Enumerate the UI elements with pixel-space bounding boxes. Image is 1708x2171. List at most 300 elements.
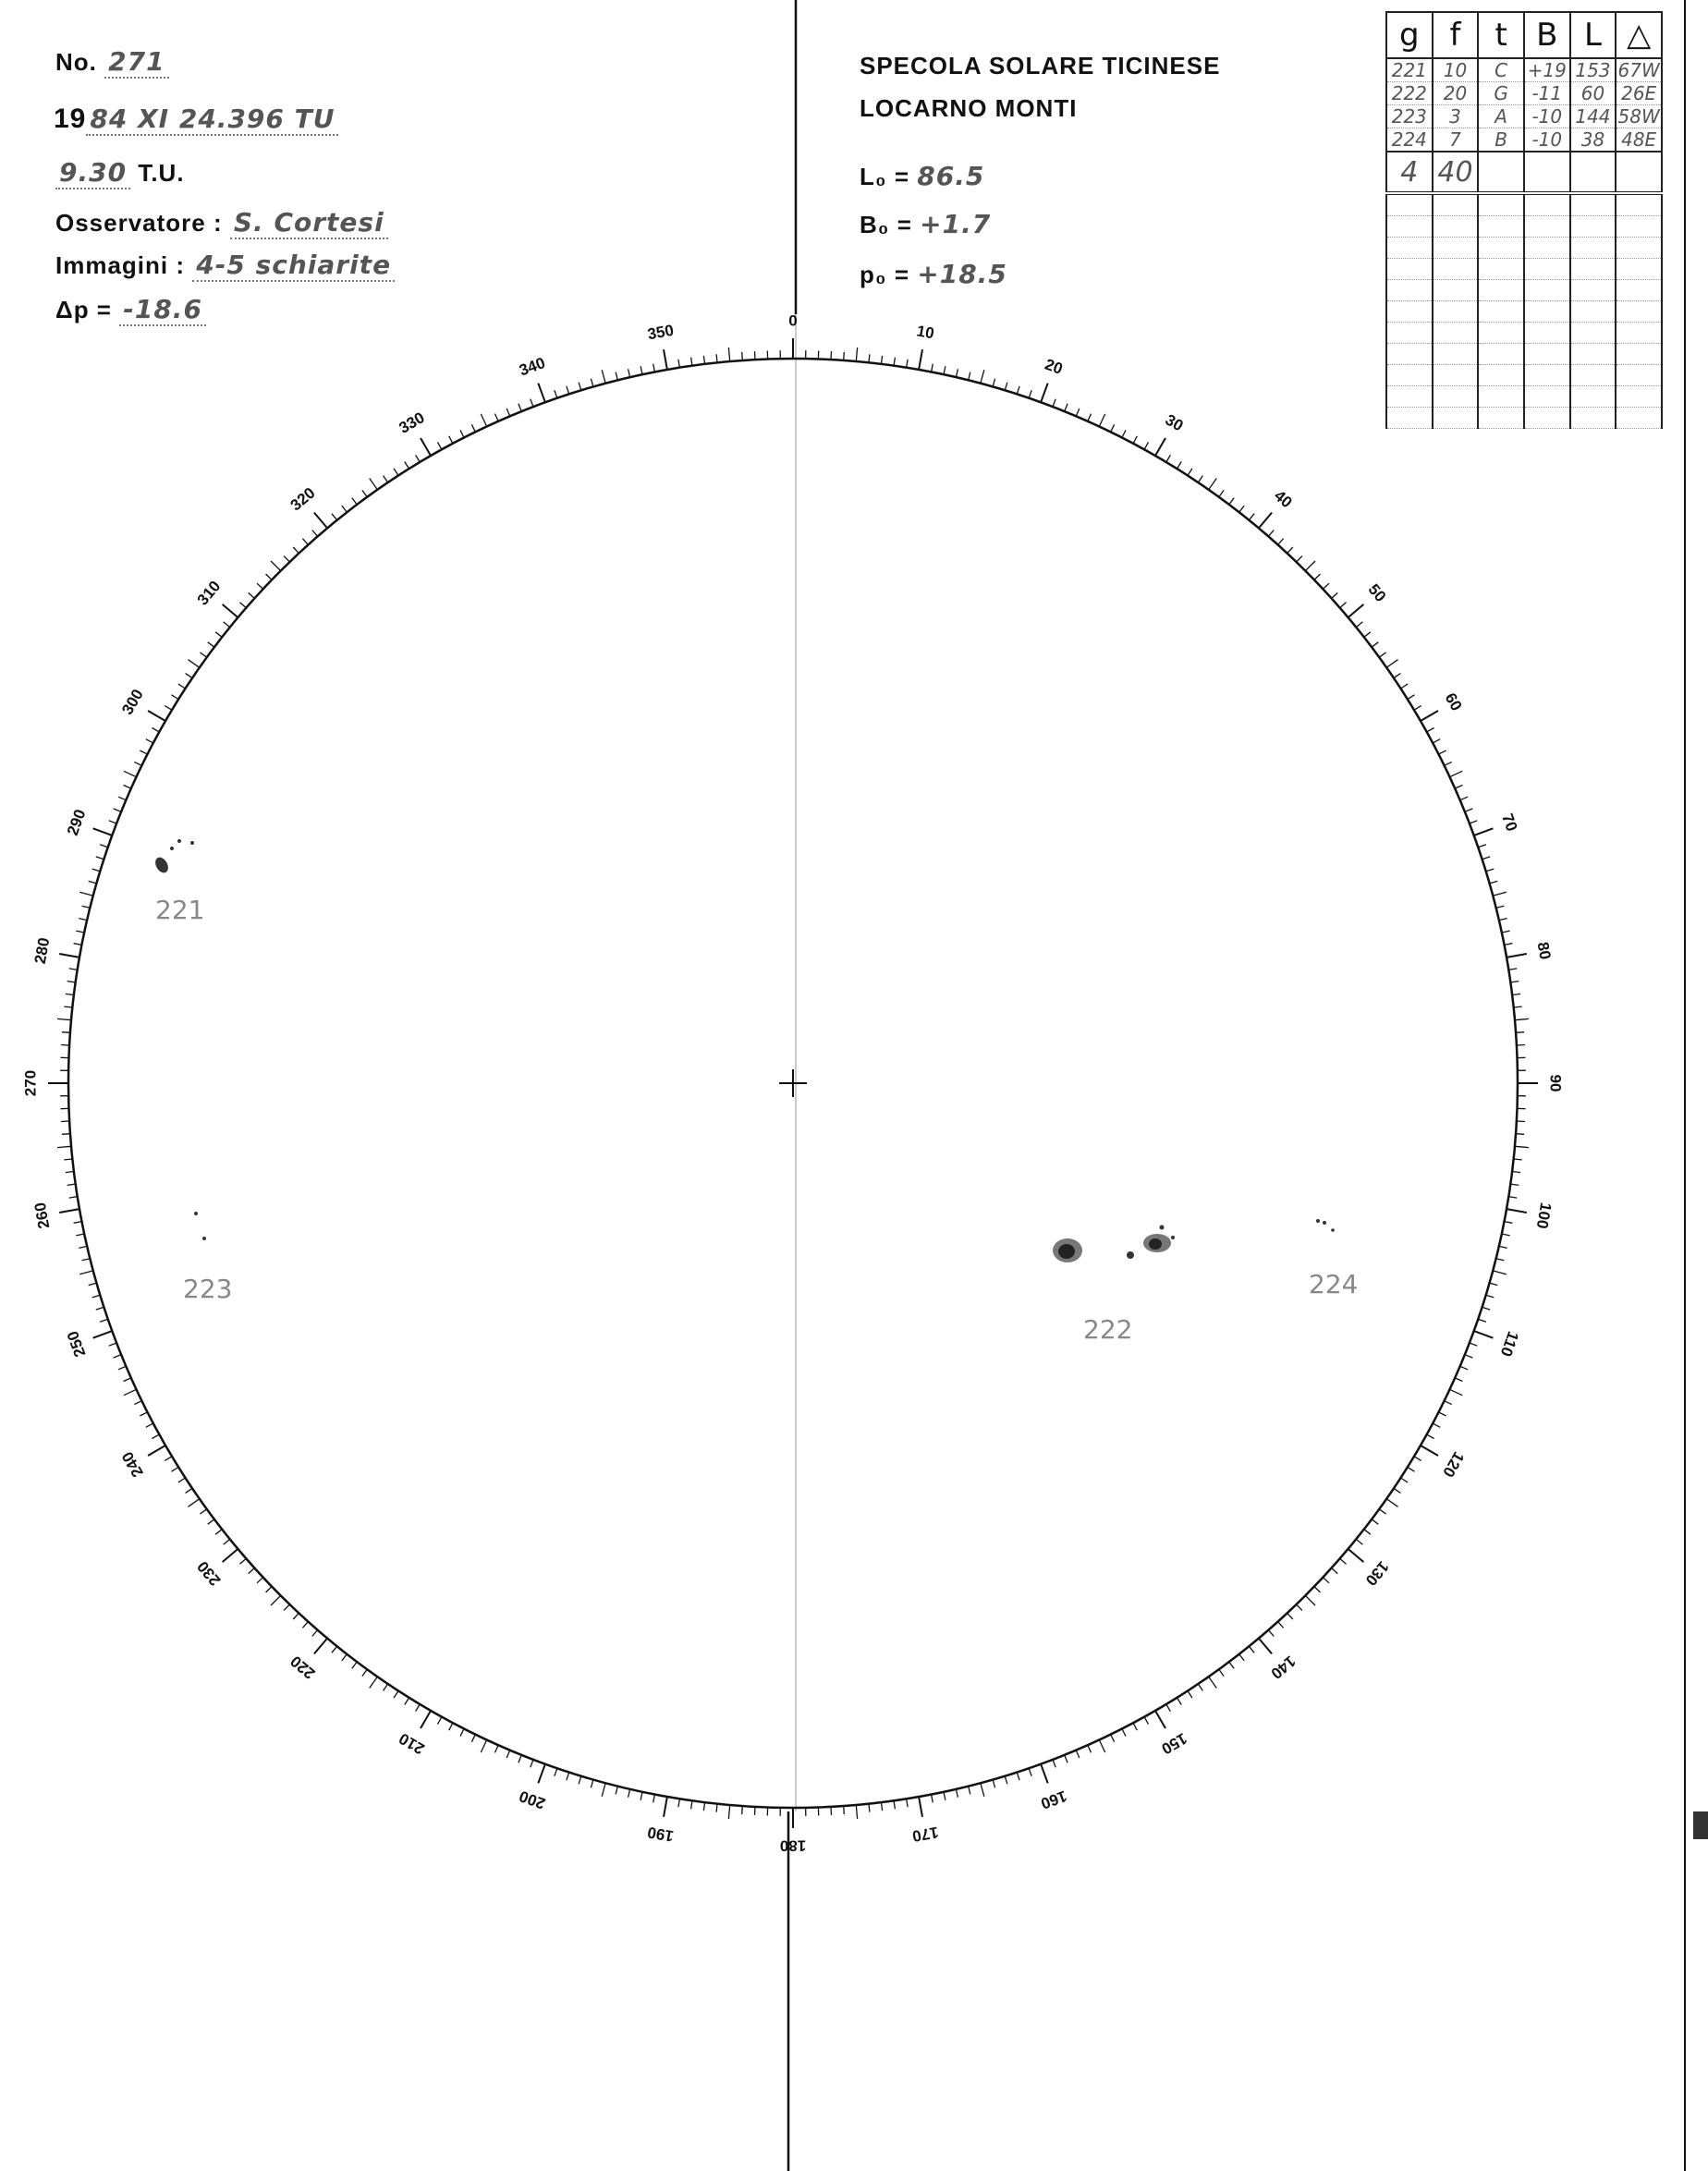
scale-tick [114,809,121,811]
scale-tick [882,356,883,364]
scale-tick [567,386,569,395]
scale-tick [591,379,593,387]
scale-tick [332,514,337,520]
scale-tick [240,1558,247,1564]
scale-tick [1499,919,1507,921]
scale-tick [148,711,165,721]
scale-tick [146,739,153,743]
scale-tick [1499,1246,1507,1248]
scale-tick [266,1587,272,1592]
scale-label: 60 [1441,689,1466,714]
scale-tick [1017,1773,1019,1781]
scale-tick [1297,1604,1302,1610]
scale-tick [579,383,581,391]
scale-label: 110 [1496,1329,1522,1360]
scale-tick [616,1787,617,1795]
scale-tick [57,1146,71,1147]
scale-tick [384,1684,388,1690]
table-cell: 7 [1433,128,1479,152]
group-label-223: 223 [183,1274,233,1304]
scale-tick [628,1789,630,1798]
scale-tick [100,845,108,848]
scale-tick [460,1729,464,1737]
scale-tick [640,1792,642,1800]
sunspot-group-222 [1053,1226,1175,1346]
scale-tick [1198,476,1202,482]
scale-label: 140 [1267,1652,1299,1683]
scale-tick [678,1799,680,1807]
scale-tick [76,931,84,933]
scale-label: 300 [118,686,147,718]
total-spots: 40 [1433,152,1479,193]
table-cell: 38 [1570,128,1616,152]
scale-tick [1076,409,1080,416]
scale-tick [224,622,230,628]
scale-tick [664,349,667,370]
scale-tick [1297,556,1302,562]
scale-tick [257,583,263,589]
scale-tick [384,476,388,482]
scale-tick [1323,1578,1329,1583]
table-cell: 223 [1386,105,1433,128]
scale-tick [1496,906,1505,908]
scale-tick [1278,539,1284,545]
scale-tick [755,1807,756,1815]
scale-tick [189,660,200,668]
scale-tick [314,513,327,529]
scale-tick [178,1478,186,1482]
scale-label: 130 [1361,1557,1393,1590]
scale-tick [907,1799,909,1807]
scale-tick [1340,603,1347,608]
scale-tick [114,1355,121,1358]
scale-tick [1287,1613,1293,1619]
scale-tick [755,351,756,360]
scale-tick [362,490,367,496]
scale-tick [716,354,717,362]
scale-tick [944,366,946,374]
scale-tick [79,1271,93,1275]
col-header-f: f [1433,12,1479,58]
scale-tick [691,1800,692,1809]
institution-location: LOCARNO MONTI [860,94,1078,122]
sunspot [170,847,174,850]
scale-tick [1427,728,1434,732]
scale-tick [531,1760,533,1767]
scale-tick [894,358,895,366]
sunspot-group-224 [1309,1219,1358,1299]
scale-tick [1507,954,1527,957]
table-cell: 153 [1570,58,1616,82]
scale-tick [178,684,186,689]
scale-tick [266,574,272,579]
scale-label: 320 [287,483,319,515]
sunspot [1127,1251,1134,1259]
scale-tick [1099,1740,1104,1753]
L0-label: L₀ = [860,163,910,190]
scale-label: 220 [287,1652,319,1683]
scale-tick [1427,1434,1434,1438]
scale-tick [1514,1159,1522,1160]
sunspot-group-223 [183,1212,232,1304]
scale-tick [981,1783,984,1797]
scale-tick [148,1445,165,1456]
scale-label: 260 [30,1201,54,1230]
scale-label: 70 [1498,811,1521,834]
scale-tick [134,762,141,765]
scale-tick [312,531,318,537]
scale-tick [664,1797,667,1817]
scale-tick [653,1795,655,1803]
scale-tick [1470,1343,1477,1346]
sunspot-umbra [1149,1238,1162,1250]
scale-tick [1408,695,1415,700]
scale-tick [1421,711,1438,721]
scale-tick [1177,462,1182,470]
scale-tick [189,1499,200,1507]
col-header-B: B [1524,12,1570,58]
scale-tick [1493,1271,1507,1275]
scale-tick [1287,547,1293,554]
scale-tick [1408,1468,1415,1472]
scale-tick [1496,1259,1505,1261]
scale-tick [1401,684,1409,689]
scale-tick [894,1800,895,1809]
table-cell: 3 [1433,105,1479,128]
scale-tick [969,372,970,381]
scale-tick [579,1776,581,1785]
images-value: 4-5 schiarite [192,250,395,282]
scale-label: 170 [910,1823,940,1846]
scale-tick [59,1209,79,1213]
scale-tick [981,370,984,384]
scale-tick [1348,604,1364,617]
scale-tick [165,706,172,711]
scale-tick [438,442,442,449]
scale-tick [1450,771,1463,776]
scale-tick [616,372,617,381]
scale-tick [728,348,729,361]
p0-label: p₀ = [860,261,910,288]
scale-tick [1356,622,1362,628]
scale-label: 280 [30,936,54,966]
scale-tick [124,771,137,776]
scale-tick [1439,1412,1446,1416]
scale-tick [271,561,281,571]
scale-tick [1111,1735,1115,1742]
scale-tick [172,1468,179,1472]
scale-tick [1239,506,1245,512]
scale-tick [653,364,655,372]
scale-tick [249,1568,255,1574]
scale-tick [332,1646,337,1653]
scale-tick [831,1807,832,1815]
scale-tick [882,1802,883,1811]
scale-tick [405,1698,409,1705]
scale-tick [215,632,222,638]
scale-tick [342,1654,348,1661]
scale-label: 350 [646,321,676,344]
scale-tick [518,1755,521,1762]
sunspot [177,839,181,843]
scale-tick [919,1797,922,1817]
scale-tick [352,1662,357,1668]
scale-tick [1209,1677,1217,1688]
table-cell: -10 [1524,105,1570,128]
scale-tick [495,414,499,421]
scale-tick [856,1805,857,1819]
scale-tick [1188,469,1192,476]
sunspot [194,1212,198,1215]
scale-tick [1414,1457,1421,1461]
table-cell: +19 [1524,58,1570,82]
scale-tick [1268,1630,1274,1637]
scale-tick [1470,821,1477,823]
scale-label: 210 [396,1729,428,1758]
scale-tick [224,1539,230,1544]
scale-tick [69,969,78,970]
scale-tick [394,1691,398,1699]
scale-tick [1249,1646,1254,1653]
scale-tick [856,348,857,361]
scale-tick [284,1604,289,1610]
scale-tick [1041,384,1048,403]
scale-tick [1005,1776,1007,1785]
sunspot [1171,1236,1175,1239]
scale-tick [405,462,409,470]
scale-tick [118,797,126,800]
scale-tick [1348,1549,1364,1562]
table-cell: C [1478,58,1524,82]
table-cell: 67W [1616,58,1662,82]
scale-tick [394,469,398,476]
scale-tick [1332,1568,1338,1574]
scale-tick [69,1197,78,1199]
scale-tick [61,1045,69,1046]
scale-tick [932,1795,933,1803]
table-cell: 222 [1386,82,1433,105]
scale-tick [1482,1307,1491,1310]
col-header-delta: △ [1616,12,1662,58]
scale-tick [96,857,104,860]
scale-tick [1166,455,1171,462]
scale-label: 40 [1270,486,1296,512]
scale-tick [1305,1595,1315,1605]
scale-tick [82,1259,91,1261]
scale-tick [59,954,79,957]
scale-tick [1474,1331,1494,1338]
scale-tick [956,369,958,377]
scale-tick [89,881,97,884]
scale-tick [691,358,692,366]
scale-tick [293,1613,299,1619]
scale-tick [416,1704,421,1712]
scale-tick [1314,1587,1320,1592]
sunspot [1160,1226,1165,1230]
scale-tick [1088,1745,1092,1752]
scale-tick [249,592,255,598]
scale-tick [602,370,605,384]
scale-tick [869,1804,870,1812]
scale-tick [678,360,680,368]
scale-tick [538,1764,545,1784]
scale-tick [64,1159,72,1160]
report-number-value: 271 [104,46,168,79]
scale-label: 0 [788,311,798,330]
B0-value: +1.7 [920,209,992,239]
scale-tick [1166,1704,1171,1712]
scale-tick [1017,386,1019,395]
scale-label: 20 [1043,355,1066,378]
scale-tick [79,919,87,921]
scale-tick [1133,1723,1137,1730]
scale-tick [538,384,545,403]
scale-label: 80 [1533,940,1555,961]
images-label: Immagini : [55,251,186,279]
scale-tick [1439,750,1446,754]
scale-tick [1460,1366,1468,1370]
report-number-label: No. [55,48,97,76]
scale-tick [342,506,348,512]
scale-tick [223,604,238,617]
scale-tick [76,1234,84,1236]
table-cell: A [1478,105,1524,128]
scale-tick [1445,1401,1452,1405]
scale-tick [1514,1006,1522,1007]
scale-label: 190 [646,1823,676,1846]
scale-label: 200 [517,1787,548,1813]
scale-tick [1076,1750,1080,1758]
scale-tick [716,1804,717,1812]
scale-tick [481,414,486,427]
scale-tick [109,821,116,823]
scale-label: 250 [63,1328,90,1360]
table-cell: 48E [1616,128,1662,152]
scale-tick [362,1669,367,1676]
scale-tick [1386,660,1397,668]
scale-tick [1041,1764,1048,1784]
scale-tick [1450,1389,1463,1395]
scale-tick [1394,1488,1400,1493]
scale-tick [66,1172,74,1173]
table-cell: 60 [1570,82,1616,105]
scale-tick [1401,1478,1409,1482]
scale-tick [1465,809,1472,811]
scale-tick [471,1735,475,1742]
scale-tick [1259,513,1272,529]
scale-tick [1332,592,1338,598]
scale-tick [1493,892,1507,896]
scale-tick [140,1412,147,1416]
scale-tick [1508,969,1517,970]
scale-label: 270 [21,1069,40,1097]
scale-tick [1088,414,1092,421]
scale-tick [57,1018,71,1019]
table-cell: 224 [1386,128,1433,152]
scale-tick [1356,1539,1362,1544]
scale-tick [1508,1197,1517,1199]
scale-tick [1155,438,1165,456]
total-groups: 4 [1386,152,1433,193]
scale-tick [146,1423,153,1427]
scale-tick [1278,1622,1284,1628]
scale-tick [186,1488,192,1493]
scale-label: 310 [193,577,225,609]
scale-label: 240 [118,1448,147,1481]
scale-tick [302,539,308,545]
scale-tick [993,379,995,387]
scale-label: 330 [396,409,428,437]
scale-tick [1198,1684,1202,1690]
scale-tick [1122,1729,1126,1737]
scale-tick [1490,881,1498,884]
scale-tick [1433,739,1440,743]
scale-tick [728,1805,729,1819]
scale-tick [257,1578,263,1583]
scale-tick [1029,390,1031,398]
scale-tick [1144,1717,1148,1725]
table-cell: 10 [1433,58,1479,82]
scale-tick [1305,561,1315,571]
col-header-L: L [1570,12,1616,58]
scale-tick [1229,1662,1234,1668]
scale-tick [602,1783,605,1797]
scale-tick [1239,1654,1245,1661]
scale-tick [1259,1639,1272,1654]
scale-tick [1364,632,1371,638]
scale-tick [1372,642,1378,647]
scale-tick [1515,1146,1529,1147]
scale-tick [742,1806,743,1814]
scale-tick [449,436,453,444]
table-cell: 20 [1433,82,1479,105]
B0-label: B₀ = [860,211,912,238]
scale-tick [302,1622,308,1628]
scale-tick [742,352,743,360]
scale-tick [1268,531,1274,537]
time-suffix: T.U. [138,159,185,187]
col-header-g: g [1386,12,1433,58]
scale-tick [152,1434,159,1438]
scale-tick [1188,1691,1192,1699]
scale-tick [92,869,101,872]
scale-tick [1421,1445,1438,1456]
scale-tick [1155,1711,1165,1728]
table-cell: 58W [1616,105,1662,128]
table-cell: -10 [1524,128,1570,152]
scale-label: 180 [779,1836,807,1855]
scale-tick [89,1283,97,1286]
scale-label: 230 [193,1557,225,1590]
sunspot [1316,1219,1320,1223]
scale-tick [208,1519,214,1524]
table-cell: 26E [1616,82,1662,105]
scale-tick [1474,828,1494,835]
scale-tick [1144,442,1148,449]
scale-tick [109,1343,116,1346]
scale-label: 290 [63,807,90,838]
scale-tick [82,906,91,908]
p0-value: +18.5 [917,259,1007,289]
scale-tick [1516,1134,1524,1135]
sunspot [152,855,170,875]
scale-label: 100 [1532,1201,1556,1230]
date-prefix: 19 [54,104,87,134]
scale-tick [1517,1121,1525,1122]
scale-tick [93,828,113,835]
scale-tick [481,1740,486,1753]
scale-tick [932,364,933,372]
